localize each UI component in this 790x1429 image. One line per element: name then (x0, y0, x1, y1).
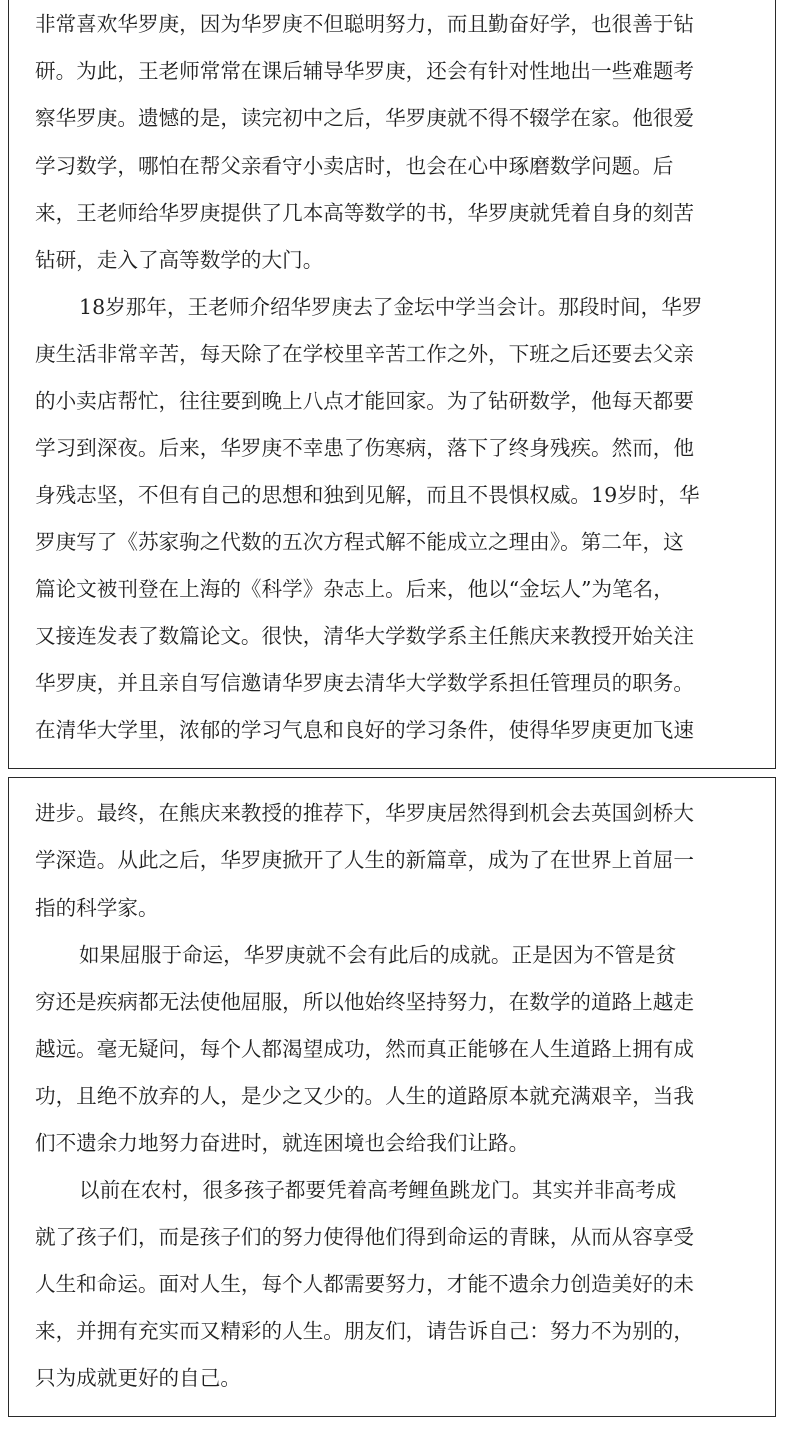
text-line: 进步。最终，在熊庆来教授的推荐下，华罗庚居然得到机会去英国剑桥大 (35, 801, 694, 825)
text-line: 非常喜欢华罗庚，因为华罗庚不但聪明努力，而且勤奋好学，也很善于钻 (35, 12, 694, 36)
text-line: 华罗庚，并且亲自写信邀请华罗庚去清华大学数学系担任管理员的职务。 (35, 671, 694, 695)
text-line: 指的科学家。 (35, 896, 159, 920)
text-line: 学习数学，哪怕在帮父亲看守小卖店时，也会在心中琢磨数学问题。后 (35, 154, 674, 178)
paragraph-start-line: 以前在农村，很多孩子都要凭着高考鲤鱼跳龙门。其实并非高考成 (79, 1178, 677, 1202)
paragraph-start-line: 如果屈服于命运，华罗庚就不会有此后的成就。正是因为不管是贫 (79, 943, 677, 967)
text-line: 又接连发表了数篇论文。很快，清华大学数学系主任熊庆来教授开始关注 (35, 624, 694, 648)
text-line: 学习到深夜。后来，华罗庚不幸患了伤寒病，落下了终身残疾。然而，他 (35, 436, 694, 460)
text-line: 来，王老师给华罗庚提供了几本高等数学的书，华罗庚就凭着自身的刻苦 (35, 201, 694, 225)
text-line: 只为成就更好的自己。 (35, 1366, 241, 1390)
text-line: 庚生活非常辛苦，每天除了在学校里辛苦工作之外，下班之后还要去父亲 (35, 342, 694, 366)
page-panel-top (8, 0, 776, 769)
text-line: 的小卖店帮忙，往往要到晚上八点才能回家。为了钻研数学，他每天都要 (35, 389, 694, 413)
paragraph-start-line: 18岁那年，王老师介绍华罗庚去了金坛中学当会计。那段时间，华罗 (79, 295, 703, 319)
text-line: 就了孩子们，而是孩子们的努力使得他们得到命运的青睐，从而从容享受 (35, 1225, 694, 1249)
text-line: 研。为此，王老师常常在课后辅导华罗庚，还会有针对性地出一些难题考 (35, 59, 694, 83)
text-line: 察华罗庚。遗憾的是，读完初中之后，华罗庚就不得不辍学在家。他很爱 (35, 106, 694, 130)
text-line: 学深造。从此之后，华罗庚掀开了人生的新篇章，成为了在世界上首屈一 (35, 848, 694, 872)
text-line: 在清华大学里，浓郁的学习气息和良好的学习条件，使得华罗庚更加飞速 (35, 718, 694, 742)
text-line: 人生和命运。面对人生，每个人都需要努力，才能不遗余力创造美好的未 (35, 1272, 694, 1296)
page-panel-bottom (8, 777, 776, 1417)
text-line: 功，且绝不放弃的人，是少之又少的。人生的道路原本就充满艰辛，当我 (35, 1084, 694, 1108)
text-line: 篇论文被刊登在上海的《科学》杂志上。后来，他以“金坛人”为笔名， (35, 577, 674, 601)
text-line: 钻研，走入了高等数学的大门。 (35, 248, 324, 272)
text-line: 们不遗余力地努力奋进时，就连困境也会给我们让路。 (35, 1131, 530, 1155)
text-line: 来，并拥有充实而又精彩的人生。朋友们，请告诉自己：努力不为别的， (35, 1319, 694, 1343)
text-line: 越远。毫无疑问，每个人都渴望成功，然而真正能够在人生道路上拥有成 (35, 1037, 694, 1061)
text-line: 身残志坚，不但有自己的思想和独到见解，而且不畏惧权威。19岁时，华 (35, 483, 700, 507)
text-line: 穷还是疾病都无法使他屈服，所以他始终坚持努力，在数学的道路上越走 (35, 990, 694, 1014)
text-line: 罗庚写了《苏家驹之代数的五次方程式解不能成立之理由》。第二年，这 (35, 530, 684, 554)
